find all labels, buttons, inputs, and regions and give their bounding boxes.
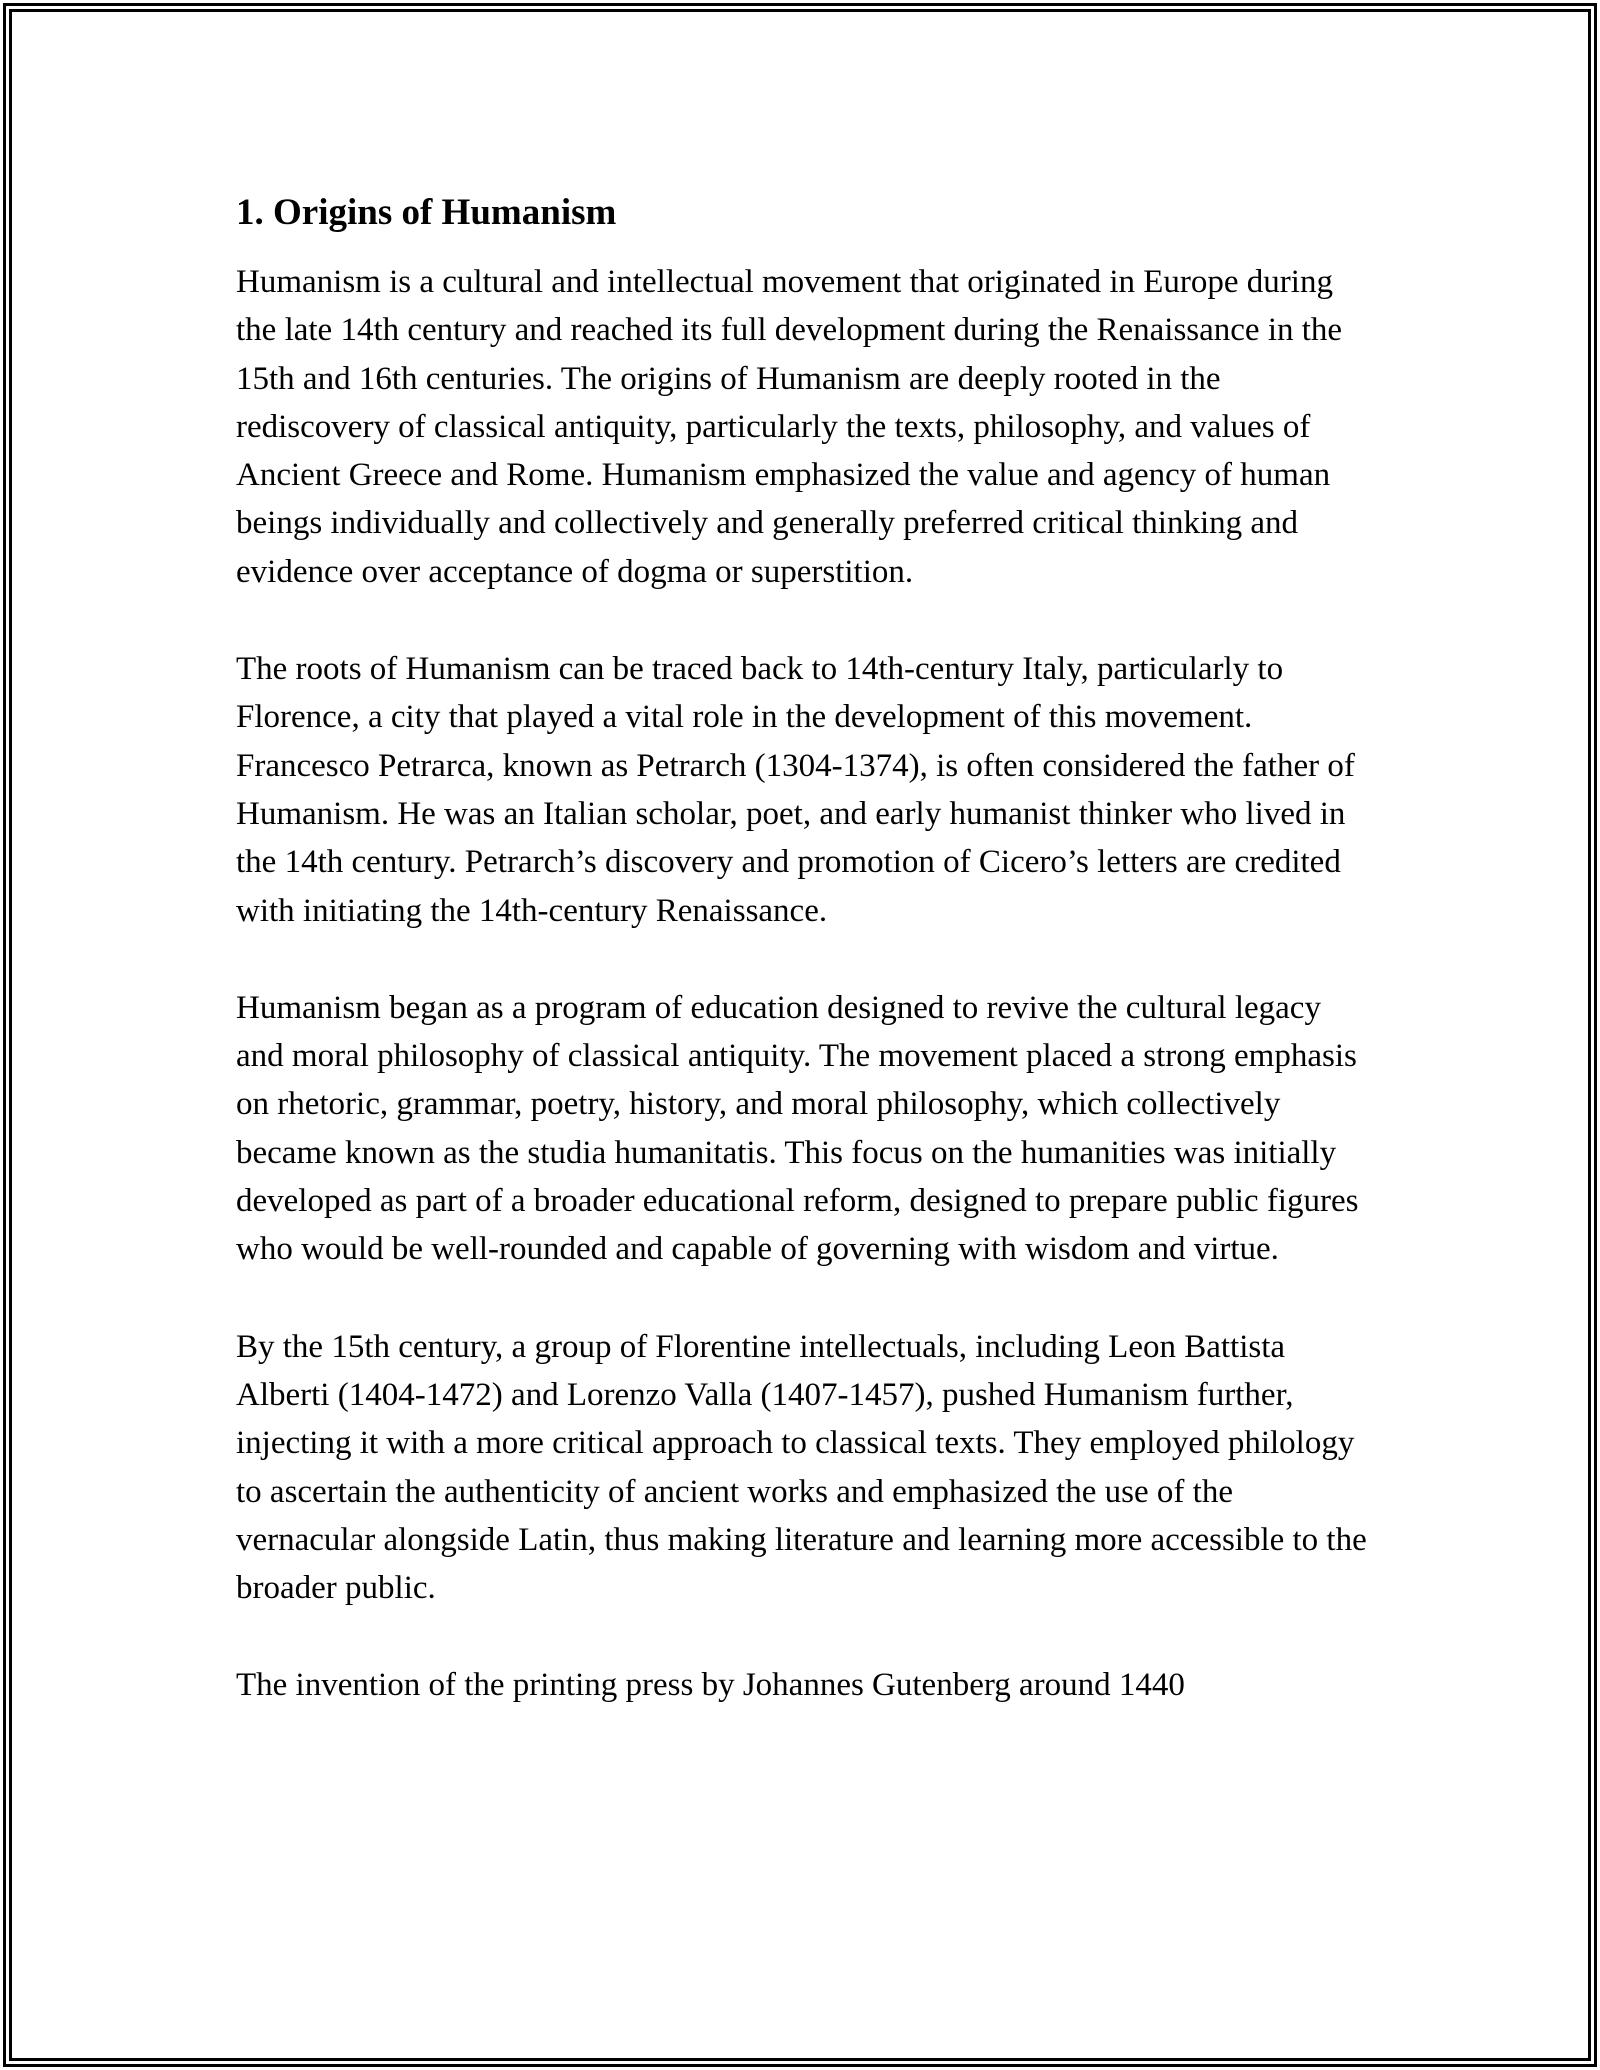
paragraph-3: Humanism began as a program of education designed to revive the cultural legacy and moral philosophy of classical antiquity. The movement placed a strong emphasis on rhetoric, grammar, poetry, history, and moral philosophy, which collectively became known as the studia humanitatis. This focus on the humanities was initially developed as part of a broader educational reform, designed to prepare public figures who would be well-rounded and capable of governing with wisdom and virtue.	[236, 989, 1359, 1268]
paragraph-5: The invention of the printing press by Johannes Gutenberg around 1440	[236, 1667, 1185, 1704]
section-heading: 1. Origins of Humanism	[236, 192, 617, 233]
paragraph-1: Humanism is a cultural and intellectual movement that originated in Europe during the late 14th century and reached its full development during the Renaissance in the 15th and 16th centuries. The origins of Humanism are deeply rooted in the rediscovery of classical antiquity, particularly the texts, philosophy, and values of Ancient Greece and Rome. Humanism emphasized the value and agency of human beings individually and collectively and generally preferred critical thinking and evidence over acceptance of dogma or superstition.	[236, 264, 1343, 590]
document-body	[236, 187, 1376, 1759]
paragraph-2: The roots of Humanism can be traced back to 14th-century Italy, particularly to Florence, a city that played a vital role in the development of this movement. Francesco Petrarca, known as Petrarch (1304-1374), is often considered the father of Humanism. He was an Italian scholar, poet, and early humanist thinker who lived in the 14th century. Petrarch’s discovery and promotion of Cicero’s letters are credited with initiating the 14th-century Renaissance.	[236, 651, 1355, 929]
paragraph-4: By the 15th century, a group of Florentine intellectuals, including Leon Battista Alberti (1404-1472) and Lorenzo Valla (1407-1457), pushed Humanism further, injecting it with a more critical approach to classical texts. They employed philology to ascertain the authenticity of ancient works and emphasized the use of the vernacular alongside Latin, thus making literature and learning more accessible to the broader public.	[236, 1328, 1367, 1607]
